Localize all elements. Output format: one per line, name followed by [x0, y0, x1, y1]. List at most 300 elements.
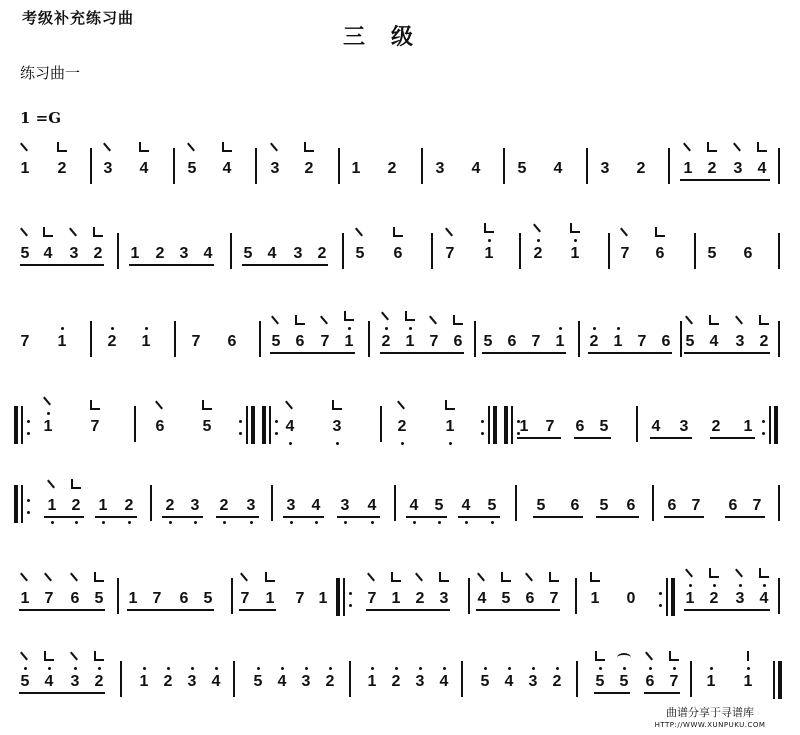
- repeat-dot: [275, 420, 278, 423]
- octave-dot-high: [537, 239, 540, 242]
- note: 3: [190, 497, 200, 514]
- note: 2: [155, 245, 165, 262]
- note: 5: [599, 418, 609, 435]
- underline-beam: [680, 179, 770, 181]
- repeat-end-thick: [774, 406, 778, 444]
- underline-beam: [20, 264, 104, 266]
- repeat-dot: [762, 432, 765, 435]
- bow-up-mark: [570, 223, 580, 233]
- bow-down-mark: [69, 228, 77, 237]
- octave-dot-high: [593, 327, 596, 330]
- note: 4: [267, 245, 277, 262]
- note: 5: [271, 333, 281, 350]
- bow-up-mark: [759, 315, 769, 325]
- note: 2: [93, 245, 103, 262]
- note: 3: [528, 673, 538, 690]
- note: 1: [20, 160, 30, 177]
- bow-down-mark: [525, 573, 533, 582]
- tie-mark: [617, 653, 631, 662]
- underline-beam: [517, 437, 561, 439]
- octave-dot-high: [419, 667, 422, 670]
- note: 4: [285, 418, 295, 435]
- note: 1: [484, 245, 494, 262]
- octave-dot-high: [739, 584, 742, 587]
- note: 0: [626, 590, 636, 607]
- repeat-start-thick: [336, 578, 340, 616]
- note: 3: [332, 418, 342, 435]
- note: 4: [553, 160, 563, 177]
- note: 3: [439, 590, 449, 607]
- underline-beam: [44, 516, 84, 518]
- note: 1: [57, 333, 67, 350]
- bow-up-mark: [93, 227, 103, 237]
- bow-down-mark: [285, 401, 293, 410]
- repeat-dot: [481, 420, 484, 423]
- note: 7: [620, 245, 630, 262]
- bow-up-mark: [222, 142, 232, 152]
- note: 4: [409, 497, 419, 514]
- note: 3: [293, 245, 303, 262]
- octave-dot-high: [257, 667, 260, 670]
- repeat-start-thin: [269, 406, 271, 444]
- note: 4: [439, 673, 449, 690]
- bow-down-mark: [415, 573, 423, 582]
- bow-down-mark: [187, 143, 195, 152]
- note: 2: [165, 497, 175, 514]
- note: 7: [320, 333, 330, 350]
- repeat-end-thin: [666, 578, 668, 616]
- watermark-text: 曲谱分享于寻谱库: [666, 706, 754, 719]
- bow-up-mark: [405, 311, 415, 321]
- octave-dot-low: [290, 521, 293, 524]
- octave-dot-high: [74, 667, 77, 670]
- note: 3: [600, 160, 610, 177]
- note: 4: [44, 673, 54, 690]
- barline: [90, 321, 92, 357]
- repeat-dot: [762, 420, 765, 423]
- octave-dot-low: [438, 521, 441, 524]
- bow-up-mark: [439, 572, 449, 582]
- bow-up-mark: [304, 142, 314, 152]
- note: 2: [707, 160, 717, 177]
- note: 6: [453, 333, 463, 350]
- barline: [778, 578, 780, 614]
- bow-down-mark: [70, 652, 78, 661]
- repeat-dot: [659, 604, 662, 607]
- bow-down-mark: [397, 401, 405, 410]
- underline-beam: [406, 516, 447, 518]
- note: 1: [391, 590, 401, 607]
- octave-dot-high: [574, 239, 577, 242]
- note: 5: [202, 418, 212, 435]
- note: 1: [405, 333, 415, 350]
- repeat-end-thick: [251, 406, 255, 444]
- note: 7: [691, 497, 701, 514]
- note: 6: [575, 418, 585, 435]
- note: 5: [487, 497, 497, 514]
- barline: [150, 485, 152, 521]
- octave-dot-low: [102, 521, 105, 524]
- bow-down-mark: [445, 228, 453, 237]
- bow-up-mark: [759, 568, 769, 578]
- note: 6: [295, 333, 305, 350]
- barline: [117, 233, 119, 269]
- note: 1: [743, 673, 753, 690]
- octave-dot-high: [532, 667, 535, 670]
- note: 3: [301, 673, 311, 690]
- note: 1: [98, 497, 108, 514]
- barline: [259, 321, 261, 357]
- bow-down-mark: [103, 143, 111, 152]
- octave-dot-high: [145, 327, 148, 330]
- repeat-dot: [239, 420, 242, 423]
- octave-dot-low: [169, 521, 172, 524]
- barline: [174, 321, 176, 357]
- repeat-dot: [517, 432, 520, 435]
- note: 1: [20, 590, 30, 607]
- note: 1: [344, 333, 354, 350]
- note: 6: [227, 333, 237, 350]
- octave-dot-high: [305, 667, 308, 670]
- note: 5: [599, 497, 609, 514]
- barline: [652, 485, 654, 521]
- note: 2: [387, 160, 397, 177]
- note: 4: [139, 160, 149, 177]
- octave-dot-high: [143, 667, 146, 670]
- note: 4: [759, 590, 769, 607]
- bow-up-mark: [595, 651, 605, 661]
- barline: [778, 148, 780, 184]
- octave-dot-low: [344, 521, 347, 524]
- note: 1: [685, 590, 695, 607]
- note: 7: [152, 590, 162, 607]
- underline-beam: [127, 609, 214, 611]
- note: 5: [536, 497, 546, 514]
- underline-beam: [458, 516, 500, 518]
- underline-beam: [594, 692, 630, 694]
- repeat-end-thin: [488, 406, 490, 444]
- bow-down-mark: [70, 573, 78, 582]
- note: 7: [531, 333, 541, 350]
- note: 6: [525, 590, 535, 607]
- bow-up-mark: [453, 315, 463, 325]
- note: 6: [743, 245, 753, 262]
- note: 5: [480, 673, 490, 690]
- note: 1: [519, 418, 529, 435]
- underline-beam: [710, 437, 755, 439]
- note: 3: [679, 418, 689, 435]
- note: 4: [211, 673, 221, 690]
- underline-beam: [596, 516, 639, 518]
- bow-down-mark: [533, 224, 541, 233]
- bow-up-mark: [71, 479, 81, 489]
- note: 7: [549, 590, 559, 607]
- note: 6: [70, 590, 80, 607]
- octave-dot-high: [98, 667, 101, 670]
- octave-dot-low: [336, 442, 339, 445]
- note: 3: [69, 245, 79, 262]
- note: 2: [107, 333, 117, 350]
- octave-dot-low: [491, 521, 494, 524]
- note: 1: [613, 333, 623, 350]
- bow-down-mark: [355, 228, 363, 237]
- note: 2: [415, 590, 425, 607]
- barline: [120, 661, 122, 697]
- note: 1: [683, 160, 693, 177]
- underline-beam: [270, 352, 355, 354]
- octave-dot-low: [449, 442, 452, 445]
- octave-dot-low: [465, 521, 468, 524]
- barline: [394, 485, 396, 521]
- octave-dot-high: [508, 667, 511, 670]
- repeat-start-thin: [343, 578, 345, 616]
- note: 2: [533, 245, 543, 262]
- note: 2: [317, 245, 327, 262]
- note: 4: [43, 245, 53, 262]
- note: 6: [626, 497, 636, 514]
- final-barline-thick: [778, 661, 782, 699]
- note: 7: [367, 590, 377, 607]
- note: 4: [222, 160, 232, 177]
- bow-down-mark: [20, 228, 28, 237]
- note: 5: [483, 333, 493, 350]
- note: 5: [355, 245, 365, 262]
- underline-beam: [242, 264, 328, 266]
- octave-dot-high: [371, 667, 374, 670]
- bow-down-mark: [20, 143, 28, 152]
- barline: [515, 485, 517, 521]
- note: 5: [685, 333, 695, 350]
- note: 5: [94, 590, 104, 607]
- note: 1: [128, 590, 138, 607]
- bow-up-mark: [590, 572, 600, 582]
- octave-dot-high: [747, 667, 750, 670]
- underline-beam: [380, 352, 464, 354]
- note: 6: [570, 497, 580, 514]
- underline-beam: [476, 609, 560, 611]
- note: 5: [243, 245, 253, 262]
- underline-beam: [650, 437, 692, 439]
- watermark-url: HTTP://WWW.XUNPUKU.COM: [654, 721, 766, 729]
- note: 7: [637, 333, 647, 350]
- bow-up-mark: [549, 572, 559, 582]
- barline: [578, 321, 580, 357]
- key-signature: 1 =G: [20, 109, 62, 127]
- barline: [368, 321, 370, 357]
- note: 2: [391, 673, 401, 690]
- barline: [474, 321, 476, 357]
- note: 6: [507, 333, 517, 350]
- note: 6: [179, 590, 189, 607]
- barline: [575, 578, 577, 614]
- bow-up-mark: [43, 227, 53, 237]
- barline: [349, 661, 351, 697]
- note: 6: [667, 497, 677, 514]
- note: 5: [253, 673, 263, 690]
- note: 2: [759, 333, 769, 350]
- repeat-dot: [481, 432, 484, 435]
- note: 7: [240, 590, 250, 607]
- underline-beam: [664, 516, 704, 518]
- barline: [338, 148, 340, 184]
- bow-up-mark: [90, 400, 100, 410]
- underline-beam: [19, 609, 105, 611]
- bow-down-mark: [381, 312, 389, 321]
- repeat-dot: [27, 432, 30, 435]
- note: 3: [415, 673, 425, 690]
- note: 3: [735, 333, 745, 350]
- octave-dot-high: [713, 584, 716, 587]
- note: 4: [203, 245, 213, 262]
- repeat-start-thin: [21, 406, 23, 444]
- note: 4: [471, 160, 481, 177]
- note: 1: [445, 418, 455, 435]
- bow-down-mark: [685, 316, 693, 325]
- note: 4: [277, 673, 287, 690]
- barline: [90, 148, 92, 184]
- note: 4: [477, 590, 487, 607]
- note: 5: [20, 673, 30, 690]
- note: 6: [728, 497, 738, 514]
- bow-up-mark: [669, 651, 679, 661]
- octave-dot-high: [763, 584, 766, 587]
- underline-beam: [129, 264, 214, 266]
- barline: [271, 485, 273, 521]
- bow-up-mark: [344, 311, 354, 321]
- note: 5: [517, 160, 527, 177]
- octave-dot-low: [51, 521, 54, 524]
- octave-dot-high: [484, 667, 487, 670]
- octave-dot-high: [710, 667, 713, 670]
- bow-down-mark: [477, 573, 485, 582]
- barline: [519, 233, 521, 269]
- barline: [117, 578, 119, 614]
- note: 3: [187, 673, 197, 690]
- bow-up-mark: [94, 651, 104, 661]
- bow-down-mark: [735, 569, 743, 578]
- note: 1: [47, 497, 57, 514]
- octave-dot-high: [409, 327, 412, 330]
- bow-down-mark: [645, 652, 653, 661]
- bow-up-mark: [445, 400, 455, 410]
- repeat-dot: [239, 432, 242, 435]
- note: 5: [595, 673, 605, 690]
- barline: [342, 233, 344, 269]
- note: 1: [141, 333, 151, 350]
- note: 3: [733, 160, 743, 177]
- bow-down-mark: [320, 316, 328, 325]
- bow-up-mark: [295, 315, 305, 325]
- octave-dot-high: [281, 667, 284, 670]
- barline: [778, 321, 780, 357]
- note: 6: [655, 245, 665, 262]
- note: 7: [295, 590, 305, 607]
- repeat-end-thin: [769, 406, 771, 444]
- barline: [134, 406, 136, 442]
- repeat-dot: [275, 432, 278, 435]
- note: 3: [103, 160, 113, 177]
- octave-dot-high: [556, 667, 559, 670]
- underline-beam: [725, 516, 765, 518]
- bow-down-mark: [620, 228, 628, 237]
- repeat-dot: [517, 420, 520, 423]
- section-name: 练习曲一: [20, 64, 81, 82]
- note: 7: [429, 333, 439, 350]
- underline-beam: [644, 692, 680, 694]
- note: 5: [707, 245, 717, 262]
- note: 6: [645, 673, 655, 690]
- octave-dot-high: [623, 667, 626, 670]
- note: 2: [397, 418, 407, 435]
- note: 1: [570, 245, 580, 262]
- barline: [173, 148, 175, 184]
- note: 3: [70, 673, 80, 690]
- underline-beam: [588, 352, 672, 354]
- bow-up-mark: [709, 315, 719, 325]
- bow-up-mark: [655, 227, 665, 237]
- note: 7: [90, 418, 100, 435]
- underline-beam: [162, 516, 203, 518]
- octave-dot-low: [289, 442, 292, 445]
- note: 3: [246, 497, 256, 514]
- final-barline-thin: [773, 661, 775, 699]
- barline: [608, 233, 610, 269]
- note: 5: [501, 590, 511, 607]
- note: 7: [191, 333, 201, 350]
- octave-dot-high: [559, 327, 562, 330]
- repeat-dot: [349, 604, 352, 607]
- page-title: 三 级: [343, 25, 416, 50]
- repeat-dot: [27, 499, 30, 502]
- octave-dot-low: [413, 521, 416, 524]
- bow-up-mark: [265, 572, 275, 582]
- bow-up-mark: [709, 568, 719, 578]
- octave-dot-high: [599, 667, 602, 670]
- octave-dot-high: [673, 667, 676, 670]
- note: 1: [555, 333, 565, 350]
- octave-dot-high: [385, 327, 388, 330]
- octave-dot-high: [617, 327, 620, 330]
- octave-dot-high: [167, 667, 170, 670]
- barline: [694, 233, 696, 269]
- note: 2: [94, 673, 104, 690]
- repeat-dot: [27, 420, 30, 423]
- barline: [778, 233, 780, 269]
- note: 2: [219, 497, 229, 514]
- note: 4: [757, 160, 767, 177]
- note: 2: [325, 673, 335, 690]
- octave-dot-high: [689, 584, 692, 587]
- repeat-start-thick: [504, 406, 508, 444]
- bow-up-mark: [44, 651, 54, 661]
- note: 5: [203, 590, 213, 607]
- note: 2: [636, 160, 646, 177]
- repeat-start-thick: [14, 485, 18, 523]
- barline: [576, 661, 578, 697]
- barline: [230, 233, 232, 269]
- octave-dot-low: [75, 521, 78, 524]
- barline: [636, 406, 638, 442]
- note: 1: [367, 673, 377, 690]
- underline-beam: [574, 437, 611, 439]
- note: 1: [706, 673, 716, 690]
- bow-down-mark: [44, 573, 52, 582]
- note: 4: [461, 497, 471, 514]
- underline-beam: [95, 516, 137, 518]
- stroke-mark: [747, 651, 749, 661]
- note: 2: [304, 160, 314, 177]
- bow-down-mark: [733, 143, 741, 152]
